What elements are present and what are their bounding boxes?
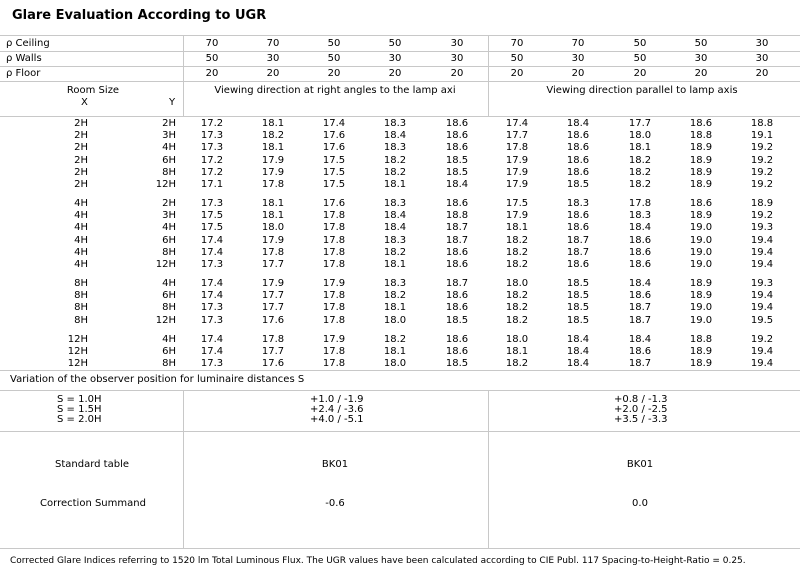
reflectance-value: 50 [694,38,708,49]
footer-note: Corrected Glare Indices referring to 1520 lm Total Luminous Flux. The UGR values have been calculated according to CIE Publ. 117 Spacing-to-Height-Ratio = 0.25. [10,556,746,566]
x-label: X [81,97,88,108]
room-x: 12H [67,334,88,345]
ugr-value: 18.6 [566,210,590,222]
ugr-value: 18.8 [445,210,469,222]
room-y: 8H [162,358,176,370]
ugr-value: 19.2 [750,166,774,178]
ugr-value: 18.6 [566,259,590,270]
ugr-value: 17.5 [200,210,224,222]
ugr-value: 18.6 [445,130,469,142]
reflectance-value: 30 [388,53,402,64]
ugr-value: 17.4 [505,118,529,129]
ugr-value: 18.3 [566,198,590,209]
room-size-label: Room Size [66,85,120,96]
room-y: 12H [155,259,176,270]
room-x: 2H [74,166,88,178]
ugr-value: 18.0 [383,314,407,326]
correction-perp: -0.6 [325,498,345,509]
ugr-value: 18.1 [261,118,285,129]
ugr-value: 18.9 [689,278,713,289]
ugr-value: 18.0 [628,130,652,142]
reflectance-value: 20 [510,68,524,79]
ugr-value: 17.9 [505,166,529,178]
divider [0,431,800,432]
reflectance-value: 70 [510,38,524,49]
ugr-value: 17.9 [261,154,285,166]
ugr-value: 18.2 [383,334,407,345]
ugr-value: 17.7 [261,302,285,314]
view-par-header: Viewing direction parallel to lamp axis [546,85,738,96]
ugr-value: 18.4 [566,358,590,370]
reflectance-value: 20 [388,68,402,79]
room-x: 4H [74,259,88,270]
ugr-value: 19.4 [750,346,774,358]
ugr-value: 18.3 [383,198,407,209]
ugr-value: 17.1 [200,179,224,190]
ugr-value: 18.4 [383,222,407,234]
ugr-value: 18.7 [566,246,590,258]
ugr-value: 18.7 [445,234,469,246]
ugr-value: 17.4 [200,278,224,289]
ugr-value: 17.8 [261,334,285,345]
ugr-value: 18.9 [750,198,774,209]
ugr-value: 18.8 [689,334,713,345]
room-x: 4H [74,246,88,258]
room-x: 2H [74,179,88,190]
ugr-value: 17.4 [200,234,224,246]
reflectance-value: 30 [266,53,280,64]
ugr-value: 17.6 [322,142,346,154]
reflectance-value: 50 [327,38,341,49]
ugr-value: 18.4 [566,118,590,129]
ugr-value: 17.5 [200,222,224,234]
ugr-value: 18.0 [505,334,529,345]
room-y: 4H [162,334,176,345]
ugr-value: 19.2 [750,334,774,345]
ugr-value: 17.8 [322,246,346,258]
ugr-value: 17.8 [322,222,346,234]
ugr-value: 17.9 [261,278,285,289]
variation-s: S = 1.5H [57,404,102,415]
reflectance-value: 30 [694,53,708,64]
room-y: 3H [162,210,176,222]
divider [0,548,800,549]
ugr-value: 18.0 [261,222,285,234]
ugr-value: 17.3 [200,302,224,314]
ugr-value: 17.8 [322,346,346,358]
ugr-value: 17.4 [322,118,346,129]
ugr-value: 18.6 [445,334,469,345]
room-x: 8H [74,278,88,289]
ugr-value: 18.7 [445,278,469,289]
ugr-value: 17.8 [322,290,346,302]
ugr-value: 18.9 [689,154,713,166]
ugr-value: 18.9 [689,166,713,178]
ugr-value: 17.8 [322,210,346,222]
room-x: 4H [74,198,88,209]
ugr-value: 18.2 [505,314,529,326]
ugr-value: 18.6 [689,198,713,209]
ugr-value: 18.4 [628,334,652,345]
correction-label: Correction Summand [40,498,146,509]
ugr-value: 17.3 [200,198,224,209]
ugr-value: 17.9 [322,334,346,345]
ugr-value: 19.3 [750,222,774,234]
ugr-value: 18.0 [505,278,529,289]
ugr-value: 17.9 [505,154,529,166]
ugr-value: 18.6 [689,118,713,129]
room-y: 3H [162,130,176,142]
ugr-value: 18.9 [689,290,713,302]
ugr-value: 19.2 [750,154,774,166]
ugr-value: 19.4 [750,290,774,302]
ugr-value: 17.2 [200,118,224,129]
ugr-value: 19.3 [750,278,774,289]
variation-perp: +2.4 / -3.6 [310,404,364,415]
variation-s: S = 2.0H [57,414,102,425]
room-x: 4H [74,210,88,222]
reflectance-value: 20 [633,68,647,79]
room-y: 12H [155,314,176,326]
ugr-value: 19.0 [689,314,713,326]
ugr-value: 18.6 [445,290,469,302]
ugr-value: 18.2 [628,154,652,166]
ugr-value: 18.3 [383,142,407,154]
ugr-value: 18.4 [566,346,590,358]
reflectance-value: 30 [450,38,464,49]
ugr-value: 18.2 [505,234,529,246]
room-y: 8H [162,166,176,178]
ugr-value: 18.5 [566,179,590,190]
ugr-value: 18.5 [445,314,469,326]
ugr-value: 18.6 [445,346,469,358]
ugr-value: 18.2 [261,130,285,142]
ugr-value: 18.5 [445,358,469,370]
page-title: Glare Evaluation According to UGR [12,8,267,23]
ugr-value: 17.7 [505,130,529,142]
ugr-value: 17.4 [200,346,224,358]
ugr-value: 18.3 [383,278,407,289]
ugr-value: 17.3 [200,314,224,326]
reflectance-value: 50 [205,53,219,64]
ugr-value: 18.7 [445,222,469,234]
ugr-value: 18.6 [445,142,469,154]
ugr-value: 18.1 [505,222,529,234]
room-x: 12H [67,346,88,358]
ugr-value: 17.4 [200,246,224,258]
ugr-value: 17.6 [322,198,346,209]
reflectance-label: ρ Walls [6,53,42,64]
room-x: 2H [74,118,88,129]
ugr-value: 18.5 [566,314,590,326]
room-x: 12H [67,358,88,370]
ugr-value: 18.6 [566,222,590,234]
ugr-value: 18.2 [383,154,407,166]
ugr-value: 17.4 [200,334,224,345]
correction-par: 0.0 [632,498,648,509]
divider [183,390,184,548]
ugr-value: 18.1 [383,302,407,314]
divider [488,35,489,116]
reflectance-value: 70 [266,38,280,49]
divider [0,35,800,36]
variation-s: S = 1.0H [57,394,102,405]
room-y: 4H [162,278,176,289]
variation-par: +3.5 / -3.3 [614,414,668,425]
ugr-value: 17.3 [200,358,224,370]
ugr-value: 17.6 [261,314,285,326]
room-x: 8H [74,302,88,314]
reflectance-value: 70 [205,38,219,49]
reflectance-value: 20 [327,68,341,79]
ugr-value: 18.2 [628,179,652,190]
ugr-value: 17.7 [261,259,285,270]
reflectance-value: 20 [571,68,585,79]
ugr-value: 18.6 [628,234,652,246]
ugr-value: 18.5 [445,154,469,166]
ugr-value: 17.2 [200,166,224,178]
divider [0,390,800,391]
room-y: 4H [162,142,176,154]
room-x: 4H [74,222,88,234]
ugr-value: 17.3 [200,259,224,270]
ugr-value: 18.4 [628,222,652,234]
ugr-value: 19.0 [689,259,713,270]
ugr-value: 18.1 [261,210,285,222]
ugr-value: 18.2 [505,302,529,314]
ugr-value: 18.6 [566,154,590,166]
ugr-value: 18.6 [628,246,652,258]
ugr-value: 18.1 [261,142,285,154]
room-y: 6H [162,346,176,358]
room-x: 2H [74,130,88,142]
ugr-value: 18.1 [383,346,407,358]
variation-par: +2.0 / -2.5 [614,404,668,415]
divider [0,116,800,117]
ugr-value: 19.0 [689,246,713,258]
ugr-value: 17.3 [200,130,224,142]
variation-label: Variation of the observer position for luminaire distances S [10,374,305,385]
room-y: 6H [162,234,176,246]
ugr-value: 17.5 [322,166,346,178]
ugr-value: 18.3 [383,118,407,129]
ugr-value: 17.5 [322,179,346,190]
ugr-value: 18.2 [383,246,407,258]
reflectance-value: 50 [633,53,647,64]
ugr-value: 18.9 [689,358,713,370]
ugr-value: 17.5 [505,198,529,209]
ugr-value: 17.7 [261,346,285,358]
room-y: 2H [162,198,176,209]
ugr-value: 19.1 [750,130,774,142]
reflectance-value: 50 [388,38,402,49]
ugr-value: 18.6 [566,130,590,142]
ugr-value: 17.6 [261,358,285,370]
ugr-value: 17.9 [505,179,529,190]
ugr-value: 19.0 [689,222,713,234]
ugr-value: 18.6 [566,142,590,154]
reflectance-value: 30 [571,53,585,64]
standard-table-perp: BK01 [321,459,349,470]
ugr-value: 18.7 [628,358,652,370]
ugr-value: 17.8 [261,246,285,258]
ugr-value: 18.5 [566,290,590,302]
reflectance-value: 70 [571,38,585,49]
ugr-value: 19.2 [750,210,774,222]
ugr-value: 18.2 [505,290,529,302]
room-y: 8H [162,302,176,314]
ugr-value: 18.2 [383,166,407,178]
ugr-value: 18.5 [566,302,590,314]
reflectance-value: 30 [450,53,464,64]
ugr-value: 19.0 [689,234,713,246]
view-perp-header: Viewing direction at right angles to the lamp axi [214,85,456,96]
ugr-value: 17.9 [505,210,529,222]
ugr-value: 19.4 [750,259,774,270]
reflectance-label: ρ Ceiling [6,38,50,49]
ugr-value: 19.2 [750,179,774,190]
room-x: 8H [74,290,88,302]
ugr-value: 19.4 [750,234,774,246]
ugr-value: 17.8 [322,314,346,326]
ugr-value: 18.7 [628,302,652,314]
divider [488,390,489,548]
ugr-value: 18.9 [689,142,713,154]
divider [0,51,800,52]
room-y: 6H [162,290,176,302]
ugr-value: 18.0 [383,358,407,370]
reflectance-value: 20 [205,68,219,79]
ugr-value: 19.0 [689,302,713,314]
ugr-value: 17.8 [322,259,346,270]
ugr-value: 17.9 [261,166,285,178]
divider [0,66,800,67]
ugr-value: 17.8 [628,198,652,209]
room-y: 6H [162,154,176,166]
ugr-value: 19.4 [750,358,774,370]
ugr-value: 18.6 [445,302,469,314]
room-x: 4H [74,234,88,246]
variation-perp: +1.0 / -1.9 [310,394,364,405]
ugr-value: 18.6 [445,198,469,209]
ugr-value: 17.7 [628,118,652,129]
ugr-value: 18.6 [445,118,469,129]
reflectance-value: 30 [755,53,769,64]
reflectance-value: 20 [755,68,769,79]
ugr-value: 18.1 [505,346,529,358]
ugr-value: 17.8 [322,302,346,314]
reflectance-value: 30 [755,38,769,49]
ugr-value: 17.8 [505,142,529,154]
reflectance-label: ρ Floor [6,68,41,79]
ugr-value: 18.6 [628,346,652,358]
divider [183,35,184,116]
ugr-value: 18.4 [445,179,469,190]
reflectance-value: 20 [266,68,280,79]
variation-par: +0.8 / -1.3 [614,394,668,405]
ugr-value: 18.6 [628,259,652,270]
y-label: Y [169,97,176,108]
ugr-value: 17.2 [200,154,224,166]
ugr-value: 18.5 [445,166,469,178]
ugr-value: 18.7 [566,234,590,246]
ugr-value: 17.8 [261,179,285,190]
ugr-value: 18.6 [445,246,469,258]
ugr-value: 18.1 [628,142,652,154]
ugr-value: 17.4 [200,290,224,302]
ugr-value: 18.1 [383,259,407,270]
ugr-value: 18.2 [505,259,529,270]
ugr-value: 19.5 [750,314,774,326]
divider [0,81,800,82]
ugr-value: 18.4 [566,334,590,345]
room-y: 12H [155,179,176,190]
ugr-value: 19.2 [750,142,774,154]
ugr-value: 18.2 [628,166,652,178]
standard-table-label: Standard table [55,459,129,470]
ugr-value: 17.5 [322,154,346,166]
ugr-value: 19.4 [750,302,774,314]
room-y: 4H [162,222,176,234]
reflectance-value: 20 [450,68,464,79]
standard-table-par: BK01 [626,459,654,470]
reflectance-value: 50 [633,38,647,49]
ugr-value: 18.5 [566,278,590,289]
ugr-value: 17.8 [322,358,346,370]
ugr-value: 18.1 [383,179,407,190]
ugr-value: 18.9 [689,210,713,222]
room-y: 2H [162,118,176,129]
reflectance-value: 50 [327,53,341,64]
room-x: 2H [74,142,88,154]
ugr-value: 18.4 [383,130,407,142]
ugr-value: 17.9 [261,234,285,246]
ugr-value: 18.3 [628,210,652,222]
reflectance-value: 50 [510,53,524,64]
ugr-value: 18.6 [628,290,652,302]
ugr-value: 17.7 [261,290,285,302]
reflectance-value: 20 [694,68,708,79]
ugr-value: 18.1 [261,198,285,209]
ugr-value: 17.9 [322,278,346,289]
ugr-value: 18.6 [566,166,590,178]
ugr-value: 18.2 [383,290,407,302]
ugr-value: 18.6 [445,259,469,270]
ugr-value: 17.8 [322,234,346,246]
ugr-value: 17.3 [200,142,224,154]
ugr-value: 18.2 [505,246,529,258]
ugr-value: 18.7 [628,314,652,326]
ugr-value: 18.9 [689,346,713,358]
ugr-value: 18.4 [383,210,407,222]
ugr-value: 18.9 [689,179,713,190]
ugr-value: 19.4 [750,246,774,258]
room-y: 8H [162,246,176,258]
ugr-value: 18.2 [505,358,529,370]
ugr-value: 18.8 [750,118,774,129]
variation-perp: +4.0 / -5.1 [310,414,364,425]
ugr-value: 18.3 [383,234,407,246]
room-x: 2H [74,154,88,166]
ugr-value: 18.8 [689,130,713,142]
ugr-value: 17.6 [322,130,346,142]
room-x: 8H [74,314,88,326]
ugr-value: 18.4 [628,278,652,289]
